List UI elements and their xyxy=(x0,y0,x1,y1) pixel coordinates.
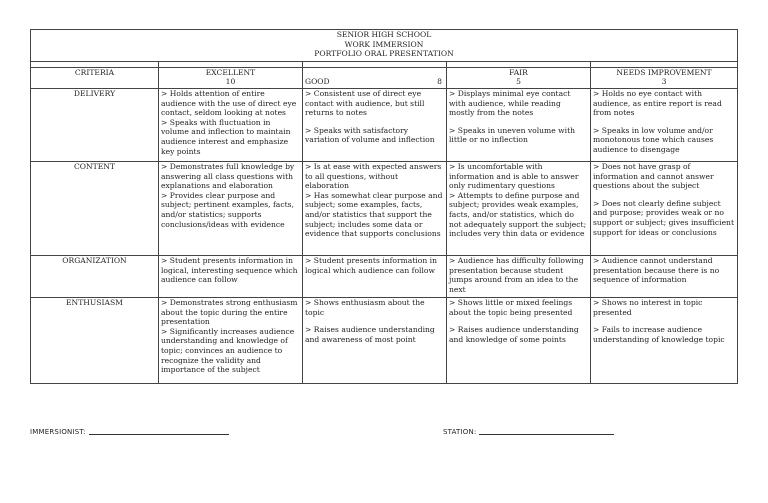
level-name: NEEDS IMPROVEMENT xyxy=(616,68,712,77)
descriptor-cell-fair xyxy=(447,256,591,298)
descriptor-text: > Speaks in uneven volume with little or no inflection xyxy=(449,125,576,145)
paragraph-gap xyxy=(305,118,444,126)
descriptor-text: > Demonstrates full knowledge by answering all class questions with explanations and elaboration xyxy=(161,162,295,191)
descriptor-text: > Does not have grasp of information and cannot answer questions about the subject xyxy=(593,162,714,191)
descriptor-text: > Speaks with fluctuation in volume and inflection to maintain audience interest and emphasize key points xyxy=(161,117,291,156)
station-signature xyxy=(443,428,614,436)
level-score: 10 xyxy=(225,77,236,86)
level-header-fair xyxy=(447,68,591,89)
title-row xyxy=(31,30,738,62)
level-score: 5 xyxy=(516,77,521,86)
descriptor-text: > Shows little or mixed feelings about the topic being presented xyxy=(449,298,573,317)
title-line-1: SENIOR HIGH SCHOOL xyxy=(336,30,432,39)
criteria-label: CONTENT xyxy=(31,162,159,256)
level-header-good xyxy=(303,68,447,89)
descriptor-text: > Displays minimal eye contact with audience, while reading mostly from the notes xyxy=(449,89,571,118)
paragraph-gap xyxy=(593,191,735,199)
station-label: STATION: xyxy=(443,428,477,436)
descriptor-text: > Fails to increase audience understanding of knowledge topic xyxy=(593,325,725,344)
rubric-body xyxy=(31,89,738,384)
descriptor-text: > Student presents information in logical which audience can follow xyxy=(305,256,437,275)
descriptor-text: > Has somewhat clear purpose and subject; some examples, facts, and/or statistics that support the subject; includes some data or evidence that supports conclusions xyxy=(305,190,443,239)
descriptor-cell-good xyxy=(303,162,447,256)
descriptor-text: > Speaks with satisfactory variation of volume and inflection xyxy=(305,125,435,145)
descriptor-cell-excellent xyxy=(159,162,303,256)
descriptor-text: > Demonstrates strong enthusiasm about the topic during the entire presentation xyxy=(161,298,298,327)
descriptor-text: > Is uncomfortable with information and is able to answer only rudimentary questions xyxy=(449,162,579,191)
paragraph-gap xyxy=(593,317,735,325)
descriptor-text: > Provides clear purpose and subject; pertinent examples, facts, and/or statistics; supports conclusions/ideas with evidence xyxy=(161,190,294,229)
title-line-2: WORK IMMERSION xyxy=(344,39,424,49)
level-score: 8 xyxy=(437,77,442,86)
criteria-label: DELIVERY xyxy=(31,89,159,162)
descriptor-text: > Holds attention of entire audience with the use of direct eye contact, seldom looking at notes xyxy=(161,89,297,118)
header-row xyxy=(31,68,738,89)
descriptor-cell-needs-improvement xyxy=(591,162,738,256)
descriptor-cell-needs-improvement xyxy=(591,256,738,298)
descriptor-cell-good xyxy=(303,256,447,298)
descriptor-text: > Holds no eye contact with audience, as entire report is read from notes xyxy=(593,89,722,118)
rubric-row-organization xyxy=(31,256,738,298)
descriptor-text: > Shows no interest in topic presented xyxy=(593,298,703,317)
rubric-table xyxy=(30,29,738,384)
station-signature-line[interactable] xyxy=(479,434,614,435)
descriptor-text: > Consistent use of direct eye contact with audience, but still returns to notes xyxy=(305,89,425,118)
descriptor-cell-excellent xyxy=(159,256,303,298)
criteria-label: ENTHUSIASM xyxy=(31,298,159,384)
descriptor-text: > Raises audience understanding and awareness of most point xyxy=(305,325,435,344)
descriptor-text: > Audience has difficulty following presentation because student jumps around from an idea to the next xyxy=(449,256,584,294)
immersionist-label: IMMERSIONIST: xyxy=(30,428,86,436)
descriptor-cell-fair xyxy=(447,89,591,162)
rubric-row-enthusiasm xyxy=(31,298,738,384)
immersionist-signature-line[interactable] xyxy=(89,434,229,435)
descriptor-text: > Significantly increases audience understanding and knowledge of topic; convinces an audience to recognize the validity and importance of the subject xyxy=(161,326,295,375)
descriptor-text: > Does not clearly define subject and purpose; provides weak or no support or subject; gives insufficient support for ideas or conclusions xyxy=(593,198,734,237)
level-name: EXCELLENT xyxy=(205,68,256,77)
level-name: GOOD xyxy=(305,77,330,86)
criteria-header: CRITERIA xyxy=(31,68,159,89)
paragraph-gap xyxy=(449,317,588,325)
paragraph-gap xyxy=(593,118,735,126)
level-name: FAIR xyxy=(509,68,528,77)
immersionist-signature xyxy=(30,428,229,436)
title-line-3: PORTFOLIO ORAL PRESENTATION xyxy=(314,49,454,59)
rubric-row-content xyxy=(31,162,738,256)
descriptor-cell-needs-improvement xyxy=(591,89,738,162)
descriptor-text: > Attempts to define purpose and subject; provides weak examples, facts, and/or statistics, which do not adequately support the subject; includes very thin data or evidence xyxy=(449,190,587,239)
descriptor-cell-fair xyxy=(447,162,591,256)
descriptor-text: > Speaks in low volume and/or monotonous tone which causes audience to disengage xyxy=(593,125,714,154)
descriptor-text: > Is at ease with expected answers to all questions, without elaboration xyxy=(305,162,442,191)
descriptor-cell-good xyxy=(303,89,447,162)
descriptor-text: > Raises audience understanding and knowledge of some points xyxy=(449,325,579,344)
rubric-row-delivery xyxy=(31,89,738,162)
descriptor-cell-excellent xyxy=(159,89,303,162)
criteria-label: ORGANIZATION xyxy=(31,256,159,298)
paragraph-gap xyxy=(305,317,444,325)
descriptor-text: > Shows enthusiasm about the topic xyxy=(305,298,425,317)
descriptor-text: > Audience cannot understand presentation because there is no sequence of information xyxy=(593,256,720,285)
descriptor-cell-good xyxy=(303,298,447,384)
descriptor-text: > Student presents information in logical, interesting sequence which audience can follow xyxy=(161,256,298,285)
level-header-needs-improvement xyxy=(591,68,738,89)
descriptor-cell-needs-improvement xyxy=(591,298,738,384)
document-title xyxy=(31,30,738,62)
paragraph-gap xyxy=(449,118,588,126)
descriptor-cell-excellent xyxy=(159,298,303,384)
level-header-excellent xyxy=(159,68,303,89)
descriptor-cell-fair xyxy=(447,298,591,384)
level-score: 3 xyxy=(661,77,667,86)
